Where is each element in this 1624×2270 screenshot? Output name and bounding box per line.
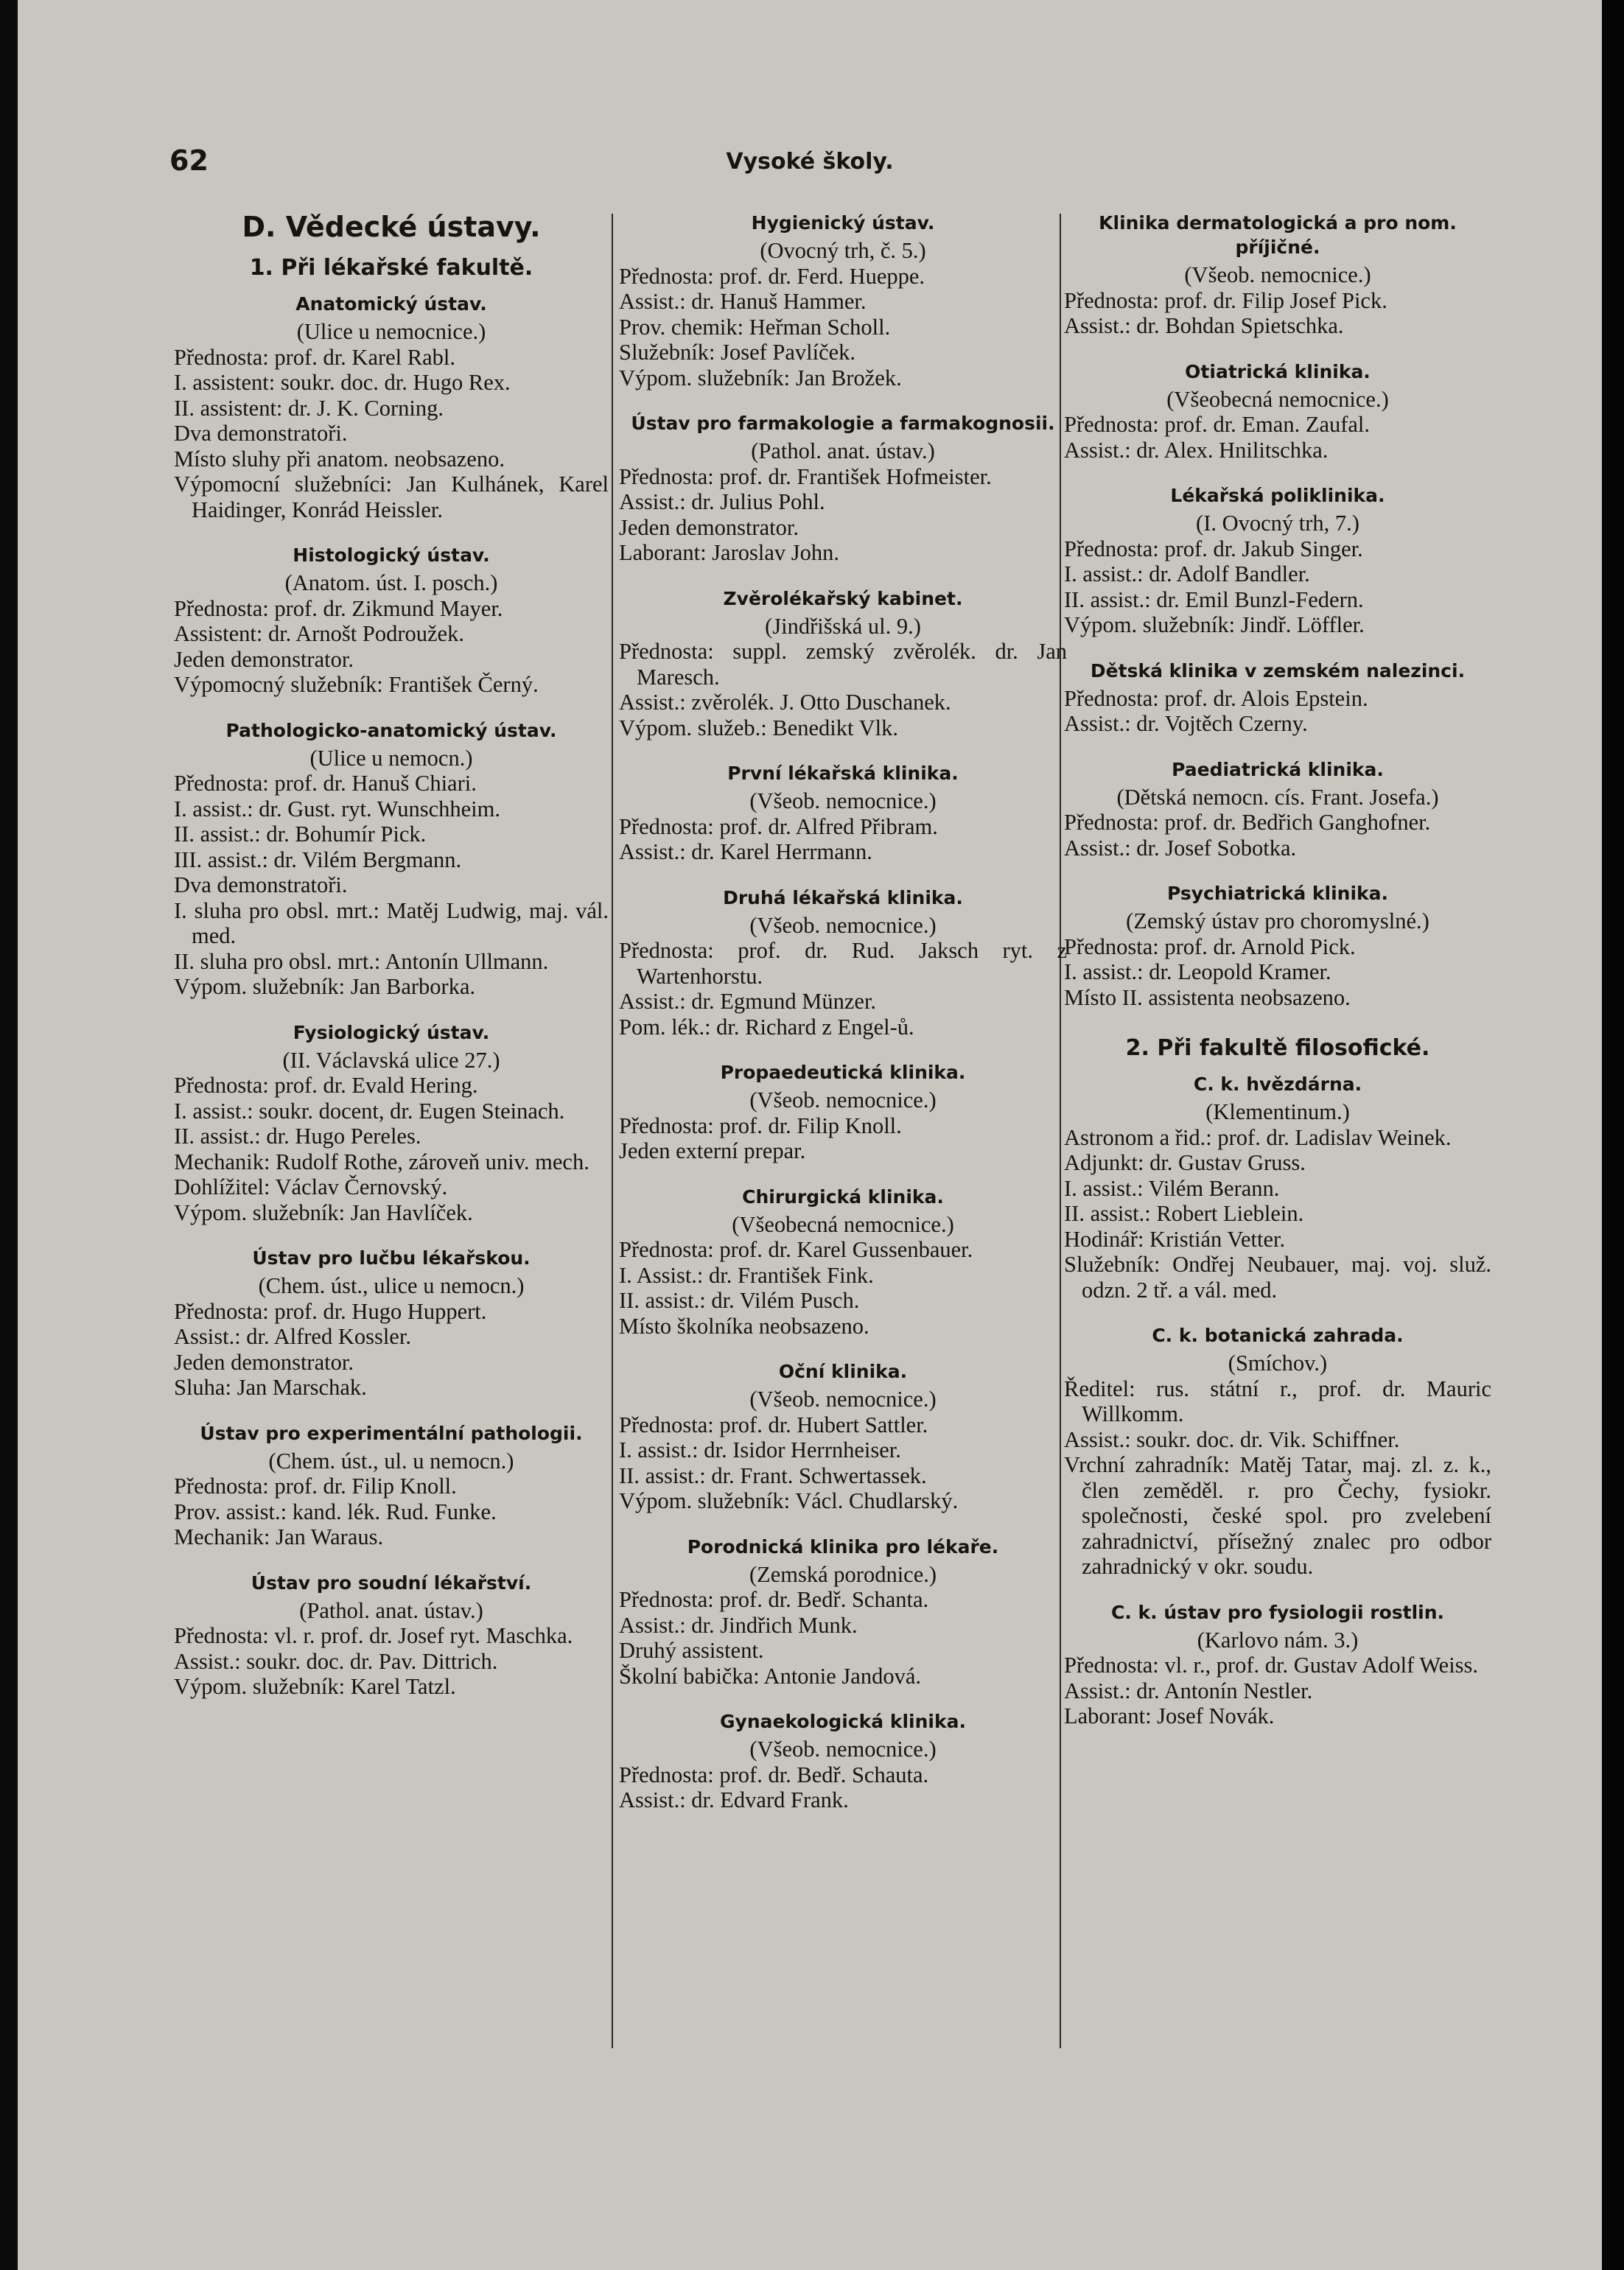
staff-line: II. assist.: dr. Frant. Schwertassek. [619, 1462, 927, 1488]
institute-section [1064, 659, 1491, 737]
institute-title: Hygienický ústav. [751, 212, 935, 234]
institute-title: Histologický ústav. [293, 544, 490, 566]
staff-line: I. Assist.: dr. František Fink. [619, 1262, 874, 1288]
institute-location: (Ulice u nemocn.) [309, 745, 473, 771]
staff-line: II. assist.: dr. Vilém Pusch. [619, 1288, 860, 1313]
scan-edge [1602, 0, 1624, 2270]
column-divider-left [612, 214, 613, 2048]
staff-line: I. sluha pro obsl. mrt.: Matěj Ludwig, maj. vál. med. [174, 897, 609, 948]
staff-line: Vrchní zahradník: Matěj Tatar, maj. zl. z. k., člen zeměděl. r. pro Čechy, fysiokr. společnosti, české spol. pro zvelebení zahradnictví, přísežný znalec pro odbor zahradnický v okr. soudu. [1064, 1452, 1491, 1579]
staff-line: Assist.: dr. Jindřich Munk. [619, 1612, 858, 1638]
staff-line: Přednosta: prof. dr. Bedřich Ganghofner. [1064, 810, 1431, 835]
staff-line: Přednosta: prof. dr. Karel Rabl. [174, 344, 456, 370]
staff-line: Přednosta: prof. dr. Jakub Singer. [1064, 536, 1363, 561]
staff-line: Přednosta: prof. dr. Zikmund Mayer. [174, 595, 503, 621]
institute-title: Lékařská poliklinika. [1170, 485, 1385, 506]
institute-title: C. k. ústav pro fysiologii rostlin. [1110, 1601, 1445, 1623]
staff-line: Přednosta: prof. dr. Arnold Pick. [1064, 933, 1356, 959]
institute-location: (Všeobecná nemocnice.) [1166, 386, 1389, 412]
staff-list [174, 1623, 609, 1700]
staff-line: Astronom a řid.: prof. dr. Ladislav Weinek. [1064, 1124, 1452, 1150]
institute-location: (Všeob. nemocnice.) [749, 1737, 937, 1762]
column-2 [619, 211, 1067, 1834]
staff-list [174, 1073, 609, 1225]
institute-section [619, 1709, 1067, 1813]
staff-line: Služebník: Ondřej Neubauer, maj. voj. služ. odzn. 2 tř. a vál. med. [1064, 1252, 1491, 1303]
institute-location: (Zemská porodnice.) [749, 1561, 937, 1587]
staff-line: II. sluha pro obsl. mrt.: Antonín Ullmann. [174, 948, 549, 974]
institute-section [174, 543, 609, 698]
institute-location: (Chem. úst., ulice u nemocn.) [258, 1273, 525, 1298]
column-3 [1064, 211, 1491, 1750]
staff-line: Přednosta: prof. dr. Bedř. Schauta. [619, 1762, 929, 1787]
staff-line: Přednosta: prof. dr. František Hofmeister. [619, 463, 992, 489]
staff-line: Mechanik: Jan Waraus. [174, 1524, 384, 1549]
staff-line: I. assist.: dr. Isidor Herrnheiser. [619, 1437, 901, 1462]
staff-line: Přednosta: prof. dr. Eman. Zaufal. [1064, 412, 1371, 437]
col3-sections-medical [1064, 211, 1491, 1010]
institute-section [174, 1020, 609, 1226]
staff-line: I. assist.: dr. Adolf Bandler. [1064, 561, 1310, 586]
institute-section [1064, 360, 1491, 463]
institute-location: (Všeob. nemocnice.) [749, 1387, 937, 1412]
staff-line: Výpom. služebník: Václ. Chudlarský. [619, 1488, 959, 1513]
institute-title: Zvěrolékařský kabinet. [723, 587, 963, 609]
staff-line: Výpom. služebník: Jan Barborka. [174, 974, 476, 999]
staff-line: Místo školníka neobsazeno. [619, 1313, 869, 1339]
staff-line: Assist.: soukr. doc. dr. Pav. Dittrich. [174, 1648, 498, 1674]
staff-line: Výpom. služebník: Jan Havlíček. [174, 1199, 473, 1225]
staff-line: Laborant: Josef Novák. [1064, 1703, 1275, 1728]
staff-line: Dva demonstratoři. [174, 421, 348, 446]
institute-location: (Všeob. nemocnice.) [749, 912, 937, 938]
staff-list [619, 1412, 1067, 1514]
institute-section [1064, 757, 1491, 861]
institute-location: (Všeob. nemocnice.) [749, 1087, 937, 1113]
staff-line: Přednosta: prof. dr. Karel Gussenbauer. [619, 1237, 973, 1262]
staff-list [619, 264, 1067, 391]
staff-line: Přednosta: vl. r., prof. dr. Gustav Adolf Weiss. [1064, 1653, 1479, 1678]
staff-list [1064, 412, 1491, 463]
running-title: Vysoké školy. [726, 149, 894, 175]
staff-line: I. assist.: soukr. docent, dr. Eugen Steinach. [174, 1098, 565, 1124]
staff-line: Assist.: dr. Bohdan Spietschka. [1064, 313, 1344, 338]
staff-line: Assist.: dr. Hanuš Hammer. [619, 289, 867, 314]
staff-line: Přednosta: prof. dr. Alfred Přibram. [619, 813, 938, 839]
staff-line: Sluha: Jan Marschak. [174, 1375, 367, 1400]
staff-line: Assist.: dr. Vojtěch Czerny. [1064, 711, 1308, 736]
institute-title: Klinika dermatologická a pro nom. příjičné. [1099, 212, 1457, 258]
staff-list [174, 1474, 609, 1550]
staff-line: Dohlížitel: Václav Černovský. [174, 1174, 448, 1199]
staff-line: Přednosta: prof. dr. Alois Epstein. [1064, 685, 1368, 711]
staff-line: Assist.: dr. Antonín Nestler. [1064, 1678, 1313, 1703]
institute-location: (Zemský ústav pro choromyslné.) [1126, 908, 1429, 933]
institute-location: (Chem. úst., ul. u nemocn.) [268, 1448, 514, 1474]
staff-list [1064, 934, 1491, 1011]
staff-list [619, 639, 1067, 740]
institute-section [619, 1535, 1067, 1689]
institute-section [1064, 211, 1491, 339]
part-title: D. Vědecké ústavy. [242, 211, 541, 243]
staff-line: Jeden externí prepar. [619, 1138, 806, 1163]
staff-line: Prov. chemik: Heřman Scholl. [619, 314, 891, 340]
institute-location: (Pathol. anat. ústav.) [299, 1597, 483, 1623]
staff-line: Přednosta: prof. dr. Bedř. Schanta. [619, 1587, 929, 1612]
staff-line: Služebník: Josef Pavlíček. [619, 340, 856, 365]
staff-line: Místo II. assistenta neobsazeno. [1064, 984, 1351, 1010]
institute-section [619, 886, 1067, 1040]
staff-line: Ředitel: rus. státní r., prof. dr. Mauric Willkomm. [1064, 1376, 1491, 1426]
institute-section [1064, 483, 1491, 638]
staff-line: Jeden demonstrator. [174, 646, 354, 672]
staff-list [1064, 1376, 1491, 1580]
institute-title: Ústav pro experimentální pathologii. [200, 1422, 583, 1444]
col2-sections [619, 211, 1067, 1813]
staff-line: Assist.: dr. Edvard Frank. [619, 1787, 849, 1812]
institute-title: Gynaekologická klinika. [720, 1711, 966, 1732]
institute-title: Dětská klinika v zemském nalezinci. [1090, 659, 1466, 682]
institute-location: (Všeobecná nemocnice.) [732, 1211, 954, 1237]
institute-location: (Karlovo nám. 3.) [1197, 1627, 1359, 1653]
staff-line: Adjunkt: dr. Gustav Gruss. [1064, 1150, 1306, 1175]
staff-list [174, 345, 609, 523]
institute-title: Oční klinika. [778, 1361, 908, 1382]
institute-section [619, 211, 1067, 390]
institute-location: (Jindřišská ul. 9.) [765, 613, 921, 639]
institute-section [174, 1421, 609, 1550]
staff-line: Jeden demonstrator. [619, 514, 799, 540]
institute-title: Porodnická klinika pro lékaře. [687, 1535, 999, 1558]
page-header [18, 144, 1602, 181]
institute-section [619, 1359, 1067, 1514]
institute-section [1064, 881, 1491, 1010]
staff-line: Assist.: zvěrolék. J. Otto Duschanek. [619, 690, 951, 715]
staff-line: Hodinář: Kristián Vetter. [1064, 1226, 1286, 1252]
institute-location: (II. Václavská ulice 27.) [282, 1047, 500, 1073]
staff-line: Dva demonstratoři. [174, 872, 348, 897]
faculty-medical-title: 1. Při lékařské fakultě. [249, 255, 533, 281]
institute-title: Ústav pro soudní lékařství. [251, 1572, 532, 1594]
institute-title: Anatomický ústav. [295, 293, 487, 315]
institute-location: (Pathol. anat. ústav.) [751, 438, 935, 463]
staff-line: Assist.: dr. Karel Herrmann. [619, 839, 872, 864]
page-number: 62 [169, 144, 209, 177]
institute-location: (Klementinum.) [1205, 1099, 1350, 1124]
institute-title: C. k. botanická zahrada. [1152, 1325, 1404, 1346]
staff-line: Assistent: dr. Arnošt Podroužek. [174, 621, 464, 646]
staff-line: II. assist.: dr. Emil Bunzl-Federn. [1064, 586, 1364, 612]
institute-title: Paediatrická klinika. [1172, 758, 1384, 780]
staff-line: Přednosta: vl. r. prof. dr. Josef ryt. Maschka. [174, 1623, 573, 1648]
staff-line: Druhý assistent. [619, 1638, 764, 1663]
staff-line: Assist.: soukr. doc. dr. Vik. Schiffner. [1064, 1426, 1400, 1452]
institute-section [174, 292, 609, 522]
staff-line: Výpomocní služebníci: Jan Kulhánek, Karel Haidinger, Konrád Heissler. [174, 472, 609, 522]
staff-list [1064, 1125, 1491, 1303]
staff-list [619, 938, 1067, 1040]
staff-list [619, 1113, 1067, 1164]
institute-section [619, 761, 1067, 865]
institute-location: (Anatom. úst. I. posch.) [284, 570, 498, 595]
staff-list [1064, 1653, 1491, 1729]
institute-location: (Dětská nemocn. cís. Frant. Josefa.) [1116, 784, 1439, 810]
staff-line: I. assist.: dr. Leopold Kramer. [1064, 959, 1331, 984]
institute-section [174, 718, 609, 1000]
staff-line: Přednosta: prof. dr. Hanuš Chiari. [174, 771, 477, 796]
institute-location: (Smíchov.) [1228, 1351, 1328, 1376]
staff-line: Výpomocný služebník: František Černý. [174, 672, 539, 697]
staff-line: Assist.: dr. Egmund Münzer. [619, 989, 877, 1014]
staff-line: Přednosta: prof. dr. Ferd. Hueppe. [619, 263, 925, 289]
staff-line: Prov. assist.: kand. lék. Rud. Funke. [174, 1499, 497, 1524]
staff-line: I. assist.: dr. Gust. ryt. Wunschheim. [174, 796, 500, 822]
col1-sections [174, 292, 609, 1700]
staff-line: Laborant: Jaroslav John. [619, 540, 839, 565]
staff-list [174, 771, 609, 1000]
institute-title: Fysiologický ústav. [293, 1021, 490, 1043]
staff-line: II. assistent: dr. J. K. Corning. [174, 395, 444, 421]
staff-line: II. assist.: Robert Lieblein. [1064, 1201, 1304, 1226]
staff-line: Assist.: dr. Josef Sobotka. [1064, 835, 1297, 861]
staff-line: II. assist.: dr. Hugo Pereles. [174, 1124, 421, 1149]
staff-list [1064, 288, 1491, 339]
institute-title: Propaedeutická klinika. [720, 1062, 966, 1083]
staff-list [174, 1299, 609, 1401]
institute-section [174, 1246, 609, 1401]
institute-title: Chirurgická klinika. [742, 1185, 944, 1208]
institute-location: (Ulice u nemocnice.) [296, 319, 486, 344]
staff-line: Školní babička: Antonie Jandová. [619, 1663, 921, 1689]
staff-line: Assist.: dr. Alfred Kossler. [174, 1324, 411, 1349]
col3-sections-philosophy [1064, 1072, 1491, 1729]
faculty-philosophy-title: 2. Při fakultě filosofické. [1125, 1035, 1430, 1061]
staff-list [619, 464, 1067, 566]
staff-line: Přednosta: prof. dr. Filip Josef Pick. [1064, 287, 1387, 313]
staff-line: Přednosta: prof. dr. Filip Knoll. [619, 1113, 902, 1138]
staff-list [619, 814, 1067, 865]
institute-title: C. k. hvězdárna. [1193, 1073, 1362, 1095]
institute-location: (Všeob. nemocnice.) [749, 788, 937, 813]
institute-section [619, 1185, 1067, 1339]
staff-line: Místo sluhy při anatom. neobsazeno. [174, 446, 505, 472]
staff-line: Přednosta: prof. dr. Evald Hering. [174, 1073, 478, 1098]
institute-section [174, 1571, 609, 1700]
staff-line: Výpom. služebník: Jan Brožek. [619, 365, 902, 390]
staff-line: Pom. lék.: dr. Richard z Engel-ů. [619, 1014, 914, 1040]
staff-list [619, 1587, 1067, 1689]
institute-section [1064, 1072, 1491, 1303]
staff-line: II. assist.: dr. Bohumír Pick. [174, 822, 427, 847]
institute-title: Pathologicko-anatomický ústav. [225, 719, 557, 741]
staff-line: Přednosta: prof. dr. Filip Knoll. [174, 1474, 457, 1499]
staff-line: Výpom. služeb.: Benedikt Vlk. [619, 715, 898, 740]
staff-line: Výpom. služebník: Karel Tatzl. [174, 1674, 456, 1699]
staff-list [1064, 686, 1491, 737]
staff-line: Assist.: dr. Julius Pohl. [619, 489, 825, 514]
institute-section [619, 411, 1067, 566]
institute-title: Druhá lékařská klinika. [723, 886, 963, 908]
institute-title: Otiatrická klinika. [1185, 360, 1371, 382]
institute-title: Ústav pro lučbu lékařskou. [252, 1247, 531, 1269]
institute-section [619, 586, 1067, 741]
staff-line: I. assist.: Vilém Berann. [1064, 1175, 1280, 1201]
staff-line: Přednosta: prof. dr. Hubert Sattler. [619, 1412, 928, 1437]
institute-location: (I. Ovocný trh, 7.) [1196, 511, 1359, 536]
institute-title: Ústav pro farmakologie a farmakognosii. [631, 413, 1055, 434]
institute-section [1064, 1600, 1491, 1729]
staff-line: Přednosta: prof. dr. Hugo Huppert. [174, 1298, 487, 1324]
institute-section [1064, 1323, 1491, 1580]
staff-list [619, 1762, 1067, 1813]
book-page [18, 0, 1602, 2270]
institute-location: (Ovocný trh, č. 5.) [760, 238, 926, 263]
staff-line: Přednosta: prof. dr. Rud. Jaksch ryt. z Wartenhorstu. [619, 938, 1067, 989]
institute-title: První lékařská klinika. [727, 763, 959, 784]
staff-line: III. assist.: dr. Vilém Bergmann. [174, 847, 462, 872]
staff-list [1064, 810, 1491, 861]
institute-section [619, 1060, 1067, 1164]
staff-list [619, 1237, 1067, 1339]
staff-list [1064, 536, 1491, 638]
staff-line: Jeden demonstrator. [174, 1349, 354, 1375]
staff-list [174, 596, 609, 698]
institute-title: Psychiatrická klinika. [1166, 883, 1389, 904]
staff-line: I. assistent: soukr. doc. dr. Hugo Rex. [174, 370, 511, 395]
column-1 [174, 211, 609, 1720]
staff-line: Assist.: dr. Alex. Hnilitschka. [1064, 437, 1329, 463]
institute-location: (Všeob. nemocnice.) [1184, 262, 1371, 287]
staff-line: Přednosta: suppl. zemský zvěrolék. dr. Jan Maresch. [619, 639, 1067, 690]
staff-line: Mechanik: Rudolf Rothe, zároveň univ. mech. [174, 1149, 589, 1174]
staff-line: Výpom. služebník: Jindř. Löffler. [1064, 612, 1365, 637]
